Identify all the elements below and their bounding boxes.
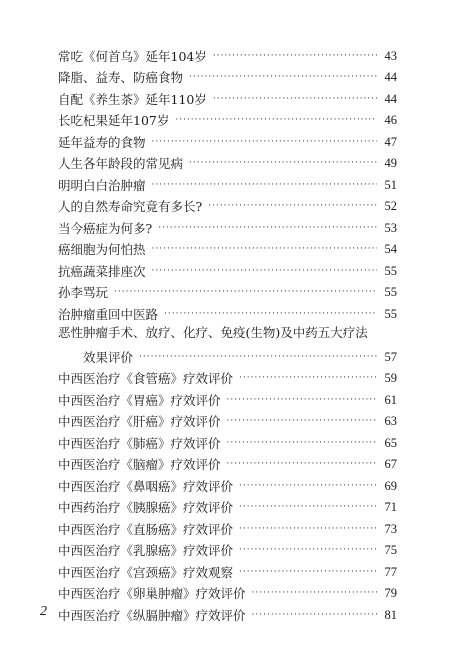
toc-entry-page: 67: [384, 457, 397, 471]
toc-entry-title: 中西药治疗《胰腺癌》疗效评价: [58, 500, 234, 515]
toc-entry-title: 孙李骂玩: [58, 285, 109, 300]
toc-entry-title: 当今癌症为何多?: [58, 220, 153, 236]
dot-leader: [175, 116, 377, 125]
toc-entry-page: 55: [384, 285, 397, 299]
dot-leader: [213, 95, 377, 104]
toc-entry-title: 癌细胞为何怕热: [58, 242, 146, 257]
toc-entry-page: 63: [384, 414, 397, 428]
toc-entry[interactable]: [58, 171, 397, 193]
toc-entry-title: 中西医治疗《食管癌》疗效评价: [58, 371, 234, 386]
toc-entry-title: 中西医治疗《纵膈肿瘤》疗效评价: [58, 607, 246, 623]
toc-entry[interactable]: [58, 107, 397, 129]
toc-entry-title: 中西医治疗《卵巢肿瘤》疗效评价: [58, 586, 246, 601]
toc-entry-page: 69: [384, 478, 397, 493]
toc-entry[interactable]: [58, 128, 397, 150]
toc-entry-title-continued: 效果评价: [83, 349, 134, 365]
toc-entry-title: 中西医治疗《乳腺癌》疗效评价: [58, 543, 234, 558]
toc-entry-page: 52: [384, 199, 397, 213]
dot-leader: [213, 52, 377, 61]
dot-leader: [139, 353, 377, 362]
toc-entry[interactable]: [58, 580, 397, 602]
toc-entry[interactable]: [58, 214, 397, 236]
toc-entry[interactable]: [58, 365, 397, 387]
dot-leader: [164, 310, 377, 319]
toc-entry-page: 77: [384, 564, 397, 579]
dot-leader: [239, 374, 377, 383]
toc-entry[interactable]: [58, 515, 397, 537]
toc-entry[interactable]: [58, 300, 397, 322]
toc-entry[interactable]: [58, 601, 397, 623]
toc-entry-title: 人的自然寿命究竟有多长?: [58, 199, 203, 214]
toc-entry[interactable]: [58, 558, 397, 580]
toc-entry-page: 55: [384, 263, 397, 278]
toc-entry-title: 中西医治疗《脑瘤》疗效评价: [58, 457, 221, 472]
dot-leader: [208, 202, 377, 211]
toc-entry[interactable]: [58, 279, 397, 301]
toc-entries: [58, 42, 397, 322]
dot-leader: [152, 245, 377, 254]
toc-entry-page: 54: [384, 242, 397, 256]
dot-leader: [227, 417, 377, 426]
toc-entry-page: 57: [384, 349, 397, 364]
toc-entry[interactable]: [58, 193, 397, 215]
toc-entry[interactable]: [58, 85, 397, 107]
toc-entry-title: 中西医治疗《鼻咽癌》疗效评价: [58, 478, 234, 494]
dot-leader: [239, 525, 377, 534]
dot-leader: [227, 460, 377, 469]
toc-entry-title: 人生各年龄段的常见病: [58, 156, 184, 171]
toc-entry-page: 79: [384, 586, 397, 600]
toc-entry-page: 65: [384, 435, 397, 450]
dot-leader: [239, 546, 377, 555]
toc-entry-page: 55: [384, 306, 397, 321]
dot-leader: [239, 503, 377, 512]
toc-entry[interactable]: [58, 537, 397, 559]
toc-entry-title: 恶性肿瘤手术、放疗、化疗、免疫(生物)及中药五大疗法: [58, 324, 368, 340]
toc-entry-page: 53: [384, 220, 397, 235]
dot-leader: [189, 73, 377, 82]
toc-entry-title: 中西医治疗《直肠癌》疗效评价: [58, 521, 234, 537]
dot-leader: [152, 181, 377, 190]
toc-entry[interactable]: [58, 472, 397, 494]
toc-entry-title: 抗癌蔬菜排座次: [58, 263, 146, 279]
toc-entry-title: 自配《养生茶》延年110岁: [58, 91, 207, 107]
toc-entry-page: 44: [384, 91, 397, 106]
dot-leader: [252, 611, 377, 620]
toc-entry-title: 延年益寿的食物: [58, 134, 146, 150]
toc-entry-title: 治肿瘤重回中医路: [58, 306, 159, 322]
toc-entry-page: 43: [384, 48, 397, 63]
dot-leader: [152, 138, 377, 147]
toc-entry-title: 常吃《何首乌》延年104岁: [58, 48, 207, 64]
page-number: 2: [40, 604, 47, 619]
toc-entry-page: 47: [384, 134, 397, 149]
toc-entry-page: 75: [384, 543, 397, 557]
toc-entry-page: 49: [384, 156, 397, 170]
toc-entry-title: 明明白白治肿瘤: [58, 177, 146, 193]
toc-entries: [58, 365, 397, 623]
toc-entry[interactable]: [58, 236, 397, 258]
dot-leader: [239, 568, 377, 577]
toc-entry[interactable]: [58, 386, 397, 408]
toc-entry[interactable]: [58, 451, 397, 473]
table-of-contents: [58, 42, 397, 623]
toc-entry-page: 59: [384, 371, 397, 385]
toc-entry[interactable]: [58, 64, 397, 86]
dot-leader: [227, 396, 377, 405]
toc-entry[interactable]: [58, 42, 397, 64]
toc-entry-multiline[interactable]: [58, 322, 397, 365]
dot-leader: [114, 288, 377, 297]
toc-entry-title: 中西医治疗《宫颈癌》疗效观察: [58, 564, 234, 580]
toc-entry-title: 长吃杞果延年107岁: [58, 113, 170, 128]
toc-entry-page: 71: [384, 500, 397, 514]
toc-entry-page: 81: [384, 607, 397, 622]
toc-entry-page: 44: [384, 70, 397, 84]
toc-entry-page: 61: [384, 392, 397, 407]
dot-leader: [252, 589, 377, 598]
toc-entry-title: 中西医治疗《肝癌》疗效评价: [58, 414, 221, 429]
dot-leader: [227, 439, 377, 448]
toc-entry-page: 51: [384, 177, 397, 192]
toc-entry[interactable]: [58, 150, 397, 172]
toc-entry[interactable]: [58, 257, 397, 279]
dot-leader: [158, 224, 377, 233]
toc-entry-page: 46: [384, 113, 397, 127]
toc-entry[interactable]: [58, 408, 397, 430]
toc-entry[interactable]: [58, 429, 397, 451]
dot-leader: [239, 482, 377, 491]
toc-entry-title: 中西医治疗《胃癌》疗效评价: [58, 392, 221, 408]
toc-entry-page: 73: [384, 521, 397, 536]
dot-leader: [189, 159, 377, 168]
toc-entry-title: 降脂、益寿、防癌食物: [58, 70, 184, 85]
toc-entry-title: 中西医治疗《肺癌》疗效评价: [58, 435, 221, 451]
dot-leader: [152, 267, 377, 276]
toc-entry[interactable]: [58, 494, 397, 516]
